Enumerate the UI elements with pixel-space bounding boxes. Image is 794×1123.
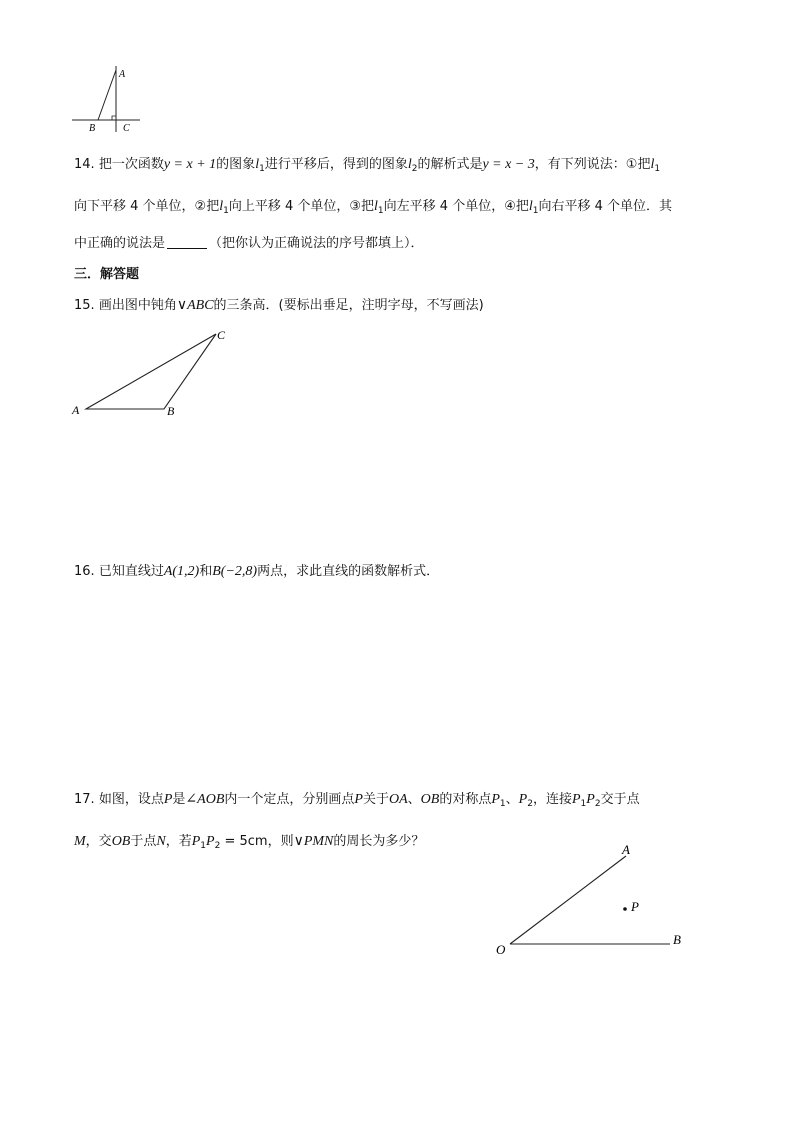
- label-b: B: [167, 404, 175, 418]
- figure-obtuse-triangle: [66, 322, 236, 422]
- label-c: C: [217, 328, 226, 342]
- q16-text: 16. 已知直线过A(1,2)和B(−2,8)两点，求此直线的函数解析式．: [74, 564, 440, 579]
- label-b: B: [673, 932, 681, 947]
- equation-y-x-minus-3: y = x − 3: [482, 157, 535, 172]
- label-c: C: [123, 123, 130, 134]
- label-b: B: [89, 123, 96, 134]
- side-ab: [98, 70, 116, 120]
- triangle-abc: [86, 334, 216, 409]
- answer-blank[interactable]: [167, 236, 207, 249]
- label-a: A: [119, 69, 126, 80]
- q14-line3: 中正确的说法是 （把你认为正确说法的序号都填上）．: [74, 236, 424, 251]
- triangle-abc-symbol: ∨ABC: [176, 298, 214, 313]
- point-b: B(−2,8): [212, 564, 258, 579]
- label-a: A: [72, 403, 80, 417]
- label-a: A: [622, 842, 630, 857]
- q14-line2: 向下平移 4 个单位，②把$l_1$向上平移 4 个单位，③把$l_1$向左平移 4 个单位，④把$l_1$向右平移 4 个单位．其: [74, 199, 673, 216]
- figure-angle-aob: [490, 836, 700, 960]
- q17-line1: 17. 如图，设点P是∠AOB内一个定点，分别画点P关于OA、OB的对称点$P_1$、$P_2$，连接$P_1P_2$交于点: [74, 792, 640, 809]
- point-p: [623, 907, 627, 911]
- q17-number: 17.: [74, 792, 95, 807]
- q15-number: 15.: [74, 298, 95, 313]
- right-angle-mark: [112, 116, 116, 120]
- figure-triangle-abc-top: [68, 64, 148, 140]
- q15-text: 15. 画出图中钝角∨ABC的三条高．(要标出垂足，注明字母，不写画法): [74, 298, 484, 313]
- ray-oa: [510, 856, 626, 944]
- angle-aob: ∠AOB: [185, 792, 225, 807]
- q14-line1: 14. 把一次函数y = x + 1的图象$l_1$进行平移后，得到的图象$l_2$的解析式是y = x − 3，有下列说法：①把$l_1$: [74, 157, 661, 174]
- q17-line2: M，交OB于点N，若$P_1P_2 = 5cm$，则∨PMN的周长为多少？: [74, 834, 425, 851]
- label-p: P: [631, 899, 639, 914]
- section-heading: 三．解答题: [74, 267, 140, 282]
- label-o: O: [496, 942, 506, 957]
- point-a: A(1,2): [163, 564, 200, 579]
- equation-y-x-plus-1: y = x + 1: [163, 157, 217, 172]
- q14-number: 14.: [74, 157, 95, 172]
- triangle-pmn-symbol: ∨PMN: [293, 834, 334, 849]
- q16-number: 16.: [74, 564, 95, 579]
